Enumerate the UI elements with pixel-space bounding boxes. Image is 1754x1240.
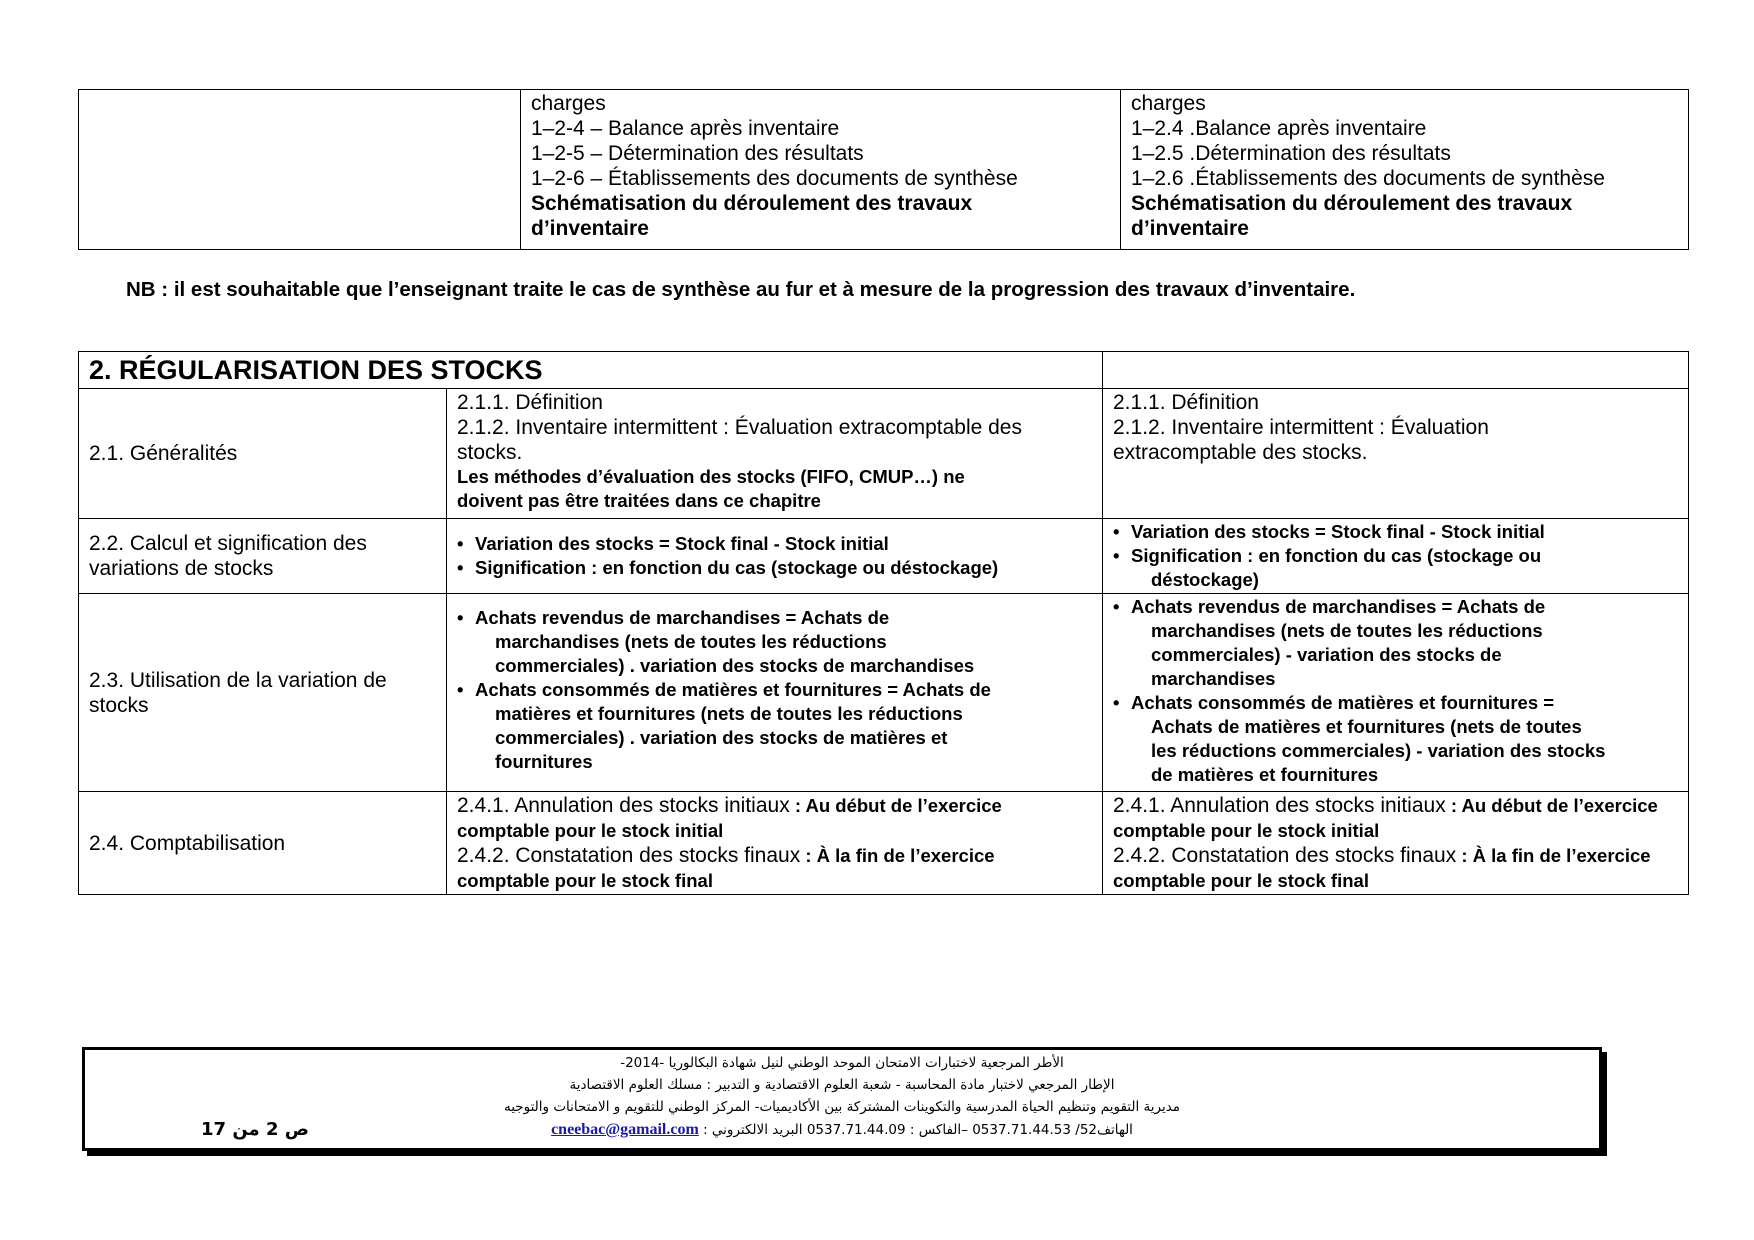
- list-item: • Variation des stocks = Stock final - Stock initial: [1113, 521, 1545, 542]
- text-line: charges: [1131, 92, 1206, 115]
- text-line: : Au début de l’exercice comptable pour le stock initial: [457, 795, 1002, 841]
- footer-line: الأطر المرجعية لاختبارات الامتحان الموحد الوطني لنيل شهادة البكالوريا -2014-: [620, 1055, 1064, 1071]
- text-line: 2.1.2. Inventaire intermittent : Évaluation: [1113, 416, 1489, 439]
- footer-line: الإطار المرجعي لاختبار مادة المحاسبة - شعبة العلوم الاقتصادية و التدبير : مسلك العلوم الاقتصادية: [569, 1077, 1115, 1093]
- text-line: 1–2.5 .Détermination des résultats: [1131, 142, 1451, 165]
- text-line: 1–2.4 .Balance après inventaire: [1131, 117, 1427, 140]
- empty-cell: [79, 90, 521, 250]
- list-item: • Achats revendus de marchandises = Achats de marchandises (nets de toutes les réductions commerciales) - variation des stocks de marchandises: [1113, 596, 1546, 689]
- row-label: 2.4. Comptabilisation: [79, 792, 447, 895]
- email-link[interactable]: cneebac@gamail.com: [551, 1121, 699, 1138]
- text-line: 1–2-4 – Balance après inventaire: [531, 117, 840, 140]
- text-line: : Au début de l’exercice comptable pour le stock initial: [1113, 795, 1658, 841]
- list-item: • Signification : en fonction du cas (stockage ou déstockage): [1113, 545, 1542, 590]
- continuation-table: [78, 89, 1689, 250]
- framework-cell: [1103, 389, 1689, 519]
- program-cell: [447, 594, 1103, 792]
- text-line: 2.4.1. Annulation des stocks initiaux: [457, 794, 790, 817]
- text-line: 1–2-5 – Détermination des résultats: [531, 142, 864, 165]
- framework-cell: [1103, 792, 1689, 895]
- page-number: ص 2 من 17: [201, 1119, 309, 1140]
- text-line: 2.1.1. Définition: [1113, 391, 1259, 414]
- framework-cell: [1103, 594, 1689, 792]
- text-line: : À la fin de l’exercice comptable pour le stock final: [1113, 845, 1651, 891]
- text-line: doivent pas être traitées dans ce chapitre: [457, 490, 821, 511]
- text-line: 2.4.2. Constatation des stocks finaux: [457, 844, 801, 867]
- text-line: 1–2.6 .Établissements des documents de synthèse: [1131, 167, 1605, 190]
- row-label: 2.2. Calcul et signification des variations de stocks: [79, 519, 447, 594]
- table-row: [79, 792, 1689, 895]
- program-cell: [521, 90, 1121, 250]
- list-item: • Variation des stocks = Stock final - Stock initial: [457, 533, 889, 554]
- program-cell: [447, 519, 1103, 594]
- framework-cell: [1103, 519, 1689, 594]
- list-item: • Achats consommés de matières et fournitures = Achats de matières et fournitures (nets de toutes les réductions commerciales) . variation des stocks de matières et fournitures: [457, 679, 991, 772]
- table-row: [79, 389, 1689, 519]
- text-line: extracomptable des stocks.: [1113, 441, 1368, 464]
- list-item: • Achats revendus de marchandises = Achats de marchandises (nets de toutes les réductions commerciales) . variation des stocks de marchandises: [457, 607, 975, 676]
- text-line: : À la fin de l’exercice comptable pour le stock final: [457, 845, 995, 891]
- contact-text: الهاتف52/ 0537.71.44.53 –الفاكس : 0537.71.44.09 البريد الالكتروني :: [698, 1122, 1133, 1138]
- nb-note: NB : il est souhaitable que l’enseignant traite le cas de synthèse au fur et à mesure de la progression des travaux d’inventaire.: [126, 278, 1356, 301]
- empty-cell: [1103, 352, 1689, 389]
- row-label: 2.3. Utilisation de la variation de stocks: [79, 594, 447, 792]
- table-row: [79, 519, 1689, 594]
- list-item: • Achats consommés de matières et fournitures = Achats de matières et fournitures (nets de toutes les réductions commerciales) - variation des stocks de matières et fournitures: [1113, 692, 1606, 785]
- program-cell: [447, 389, 1103, 519]
- footer-line: مديرية التقويم وتنظيم الحياة المدرسية والتكوينات المشتركة بين الأكاديميات- المركز الوطني للتقويم و الامتحانات والتوجيه: [503, 1099, 1181, 1115]
- text-line: d’inventaire: [531, 217, 649, 240]
- framework-cell: [1121, 90, 1689, 250]
- text-line: Les méthodes d’évaluation des stocks (FIFO, CMUP…) ne: [457, 466, 965, 487]
- section-title: 2. RÉGULARISATION DES STOCKS: [79, 352, 1103, 389]
- text-line: 2.4.2. Constatation des stocks finaux: [1113, 844, 1457, 867]
- section-header-row: [79, 352, 1689, 389]
- table-row: [79, 90, 1689, 250]
- text-line: 2.4.1. Annulation des stocks initiaux: [1113, 794, 1446, 817]
- row-label: 2.1. Généralités: [79, 389, 447, 519]
- text-line: 2.1.2. Inventaire intermittent : Évaluation extracomptable des stocks.: [457, 416, 1022, 464]
- text-line: Schématisation du déroulement des travaux: [531, 192, 973, 215]
- text-line: d’inventaire: [1131, 217, 1249, 240]
- stocks-table: [78, 351, 1689, 895]
- table-row: [79, 594, 1689, 792]
- page-footer: [82, 1047, 1602, 1151]
- text-line: 2.1.1. Définition: [457, 391, 603, 414]
- program-cell: [447, 792, 1103, 895]
- footer-contact: [85, 1121, 1599, 1139]
- text-line: Schématisation du déroulement des travaux: [1131, 192, 1573, 215]
- text-line: charges: [531, 92, 606, 115]
- text-line: 1–2-6 – Établissements des documents de synthèse: [531, 167, 1018, 190]
- list-item: • Signification : en fonction du cas (stockage ou déstockage): [457, 557, 999, 578]
